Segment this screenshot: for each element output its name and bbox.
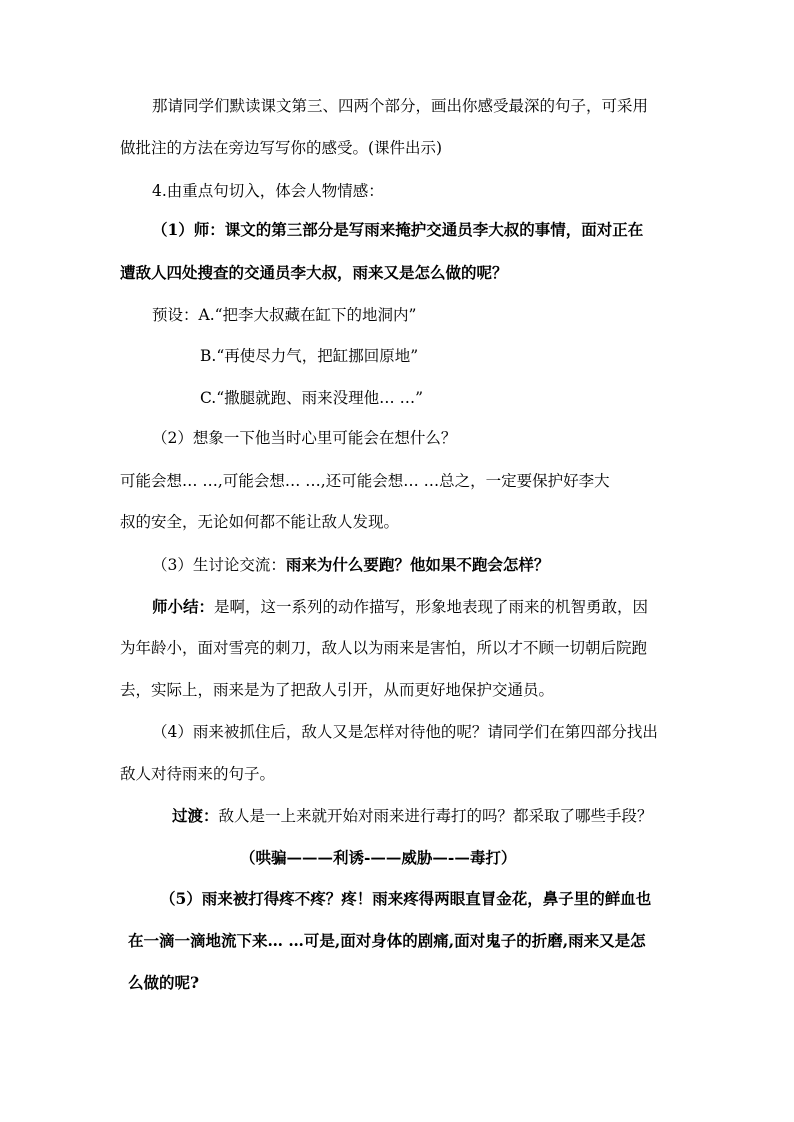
question-1-line: （1）师：课文的第三部分是写雨来掩护交通员李大叔的事情，面对正在: [152, 220, 644, 239]
question-4-line: （4）雨来被抓住后，敌人又是怎样对待他的呢？请同学们在第四部分找出: [152, 723, 658, 741]
question-5-line: （5）雨来被打得疼不疼？疼！雨来疼得两眼直冒金花，鼻子里的鲜血也: [160, 889, 652, 908]
preset-b: B.“再使尽力气，把缸挪回原地”: [200, 347, 419, 365]
paragraph-line: 叔的安全，无论如何都不能让敌人发现。: [120, 513, 400, 531]
transition: [172, 806, 653, 826]
paragraph-line: 可能会想… …,可能会想… …,还可能会想… …总之，一定要保护好李大: [120, 472, 610, 490]
question-5-line: 么做的呢?: [128, 973, 200, 992]
teacher-summary-label: 师小结：: [152, 597, 215, 616]
paragraph-line: 那请同学们默读课文第三、四两个部分，画出你感受最深的句子，可采用: [152, 97, 649, 115]
question-5-line: 在一滴一滴地流下来… …可是,面对身体的剧痛,面对鬼子的折磨,雨来又是怎: [128, 931, 646, 950]
means-sequence: （哄骗———利诱-——威胁—-—毒打）: [240, 848, 517, 867]
preset-c: C.“撒腿就跑、雨来没理他… …”: [200, 389, 424, 407]
question-3-bold: 雨来为什么要跑？他如果不跑会怎样？: [285, 555, 550, 574]
paragraph-line: 做批注的方法在旁边写写你的感受。(课件出示): [120, 139, 443, 157]
teacher-summary: [152, 597, 648, 617]
section-heading: 4.由重点句切入，体会人物情感：: [152, 182, 384, 200]
question-3: [152, 555, 549, 575]
teacher-summary-text: 是啊，这一系列的动作描写，形象地表现了雨来的机智勇敢，因: [214, 598, 649, 616]
transition-text: 敌人是一上来就开始对雨来进行毒打的吗？都采取了哪些手段？: [218, 807, 653, 825]
transition-label: 过渡：: [172, 806, 219, 825]
preset-a: 预设：A.“把李大叔藏在缸下的地洞内”: [152, 306, 417, 324]
question-1-line: 遭敌人四处搜查的交通员李大叔，雨来又是怎么做的呢？: [120, 263, 508, 282]
question-4-line: 敌人对待雨来的句子。: [120, 765, 276, 783]
paragraph-line: 去，实际上，雨来是为了把敌人引开，从而更好地保护交通员。: [120, 681, 555, 699]
question-2: （2）想象一下他当时心里可能会在想什么？: [152, 429, 457, 447]
paragraph-line: 为年龄小，面对雪亮的刺刀，敌人以为雨来是害怕，所以才不顾一切朝后院跑: [120, 639, 648, 657]
question-3-label: （3）生讨论交流：: [152, 556, 286, 574]
